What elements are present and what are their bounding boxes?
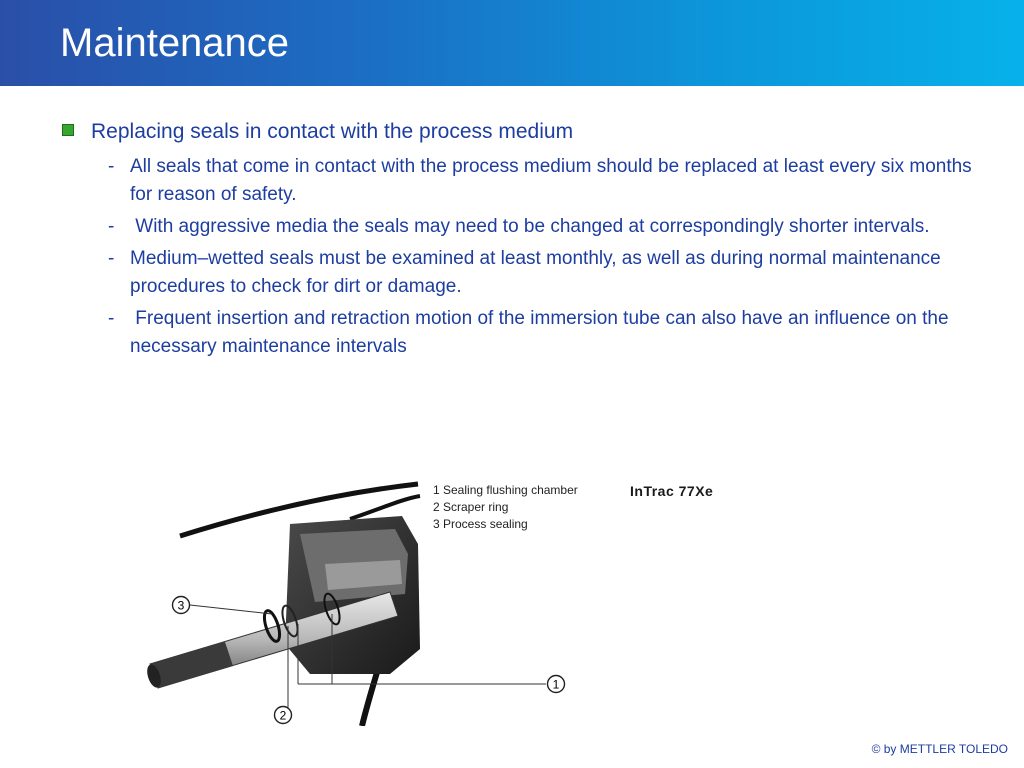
sub-bullet-item xyxy=(108,245,988,301)
slide-title: Maintenance xyxy=(60,21,290,65)
dash-bullet: - xyxy=(108,156,115,177)
main-bullet-text: Replacing seals in contact with the process medium xyxy=(91,120,574,143)
title-bar xyxy=(0,0,1024,86)
sub-bullet-text: Frequent insertion and retraction motion of the immersion tube can also have an influence on the necessary maintenance intervals xyxy=(130,308,954,357)
copyright-footer: © by METTLER TOLEDO xyxy=(871,742,1008,756)
dash-bullet: - xyxy=(108,216,115,237)
sub-bullet-list xyxy=(108,153,988,365)
sub-bullet-text: With aggressive media the seals may need to be changed at correspondingly shorter intervals. xyxy=(130,216,930,237)
marker-1-group xyxy=(400,670,580,700)
green-square-bullet-icon xyxy=(62,124,74,136)
marker-2 xyxy=(275,707,292,724)
sub-bullet-item xyxy=(108,153,988,209)
legend-item: 2 Scraper ring xyxy=(433,500,509,514)
model-label: InTrac 77Xe xyxy=(630,483,714,499)
marker-1-label: 1 xyxy=(552,677,560,692)
figure-legend xyxy=(433,482,578,533)
sub-bullet-text: All seals that come in contact with the process medium should be replaced at least every six months for reason of safety. xyxy=(130,156,972,205)
marker-2-label: 2 xyxy=(279,708,287,723)
marker-3 xyxy=(173,597,190,614)
dash-bullet: - xyxy=(108,308,115,329)
sub-bullet-text: Medium–wetted seals must be examined at least monthly, as well as during normal maintenance procedures to check for dirt or damage. xyxy=(130,248,941,297)
dash-bullet: - xyxy=(108,248,115,269)
legend-item: 3 Process sealing xyxy=(433,517,528,531)
sub-bullet-item xyxy=(108,305,988,361)
legend-item: 1 Sealing flushing chamber xyxy=(433,483,578,497)
sub-bullet-item xyxy=(108,213,988,241)
intrac-housing-illustration xyxy=(140,474,422,726)
marker-3-label: 3 xyxy=(177,598,185,613)
